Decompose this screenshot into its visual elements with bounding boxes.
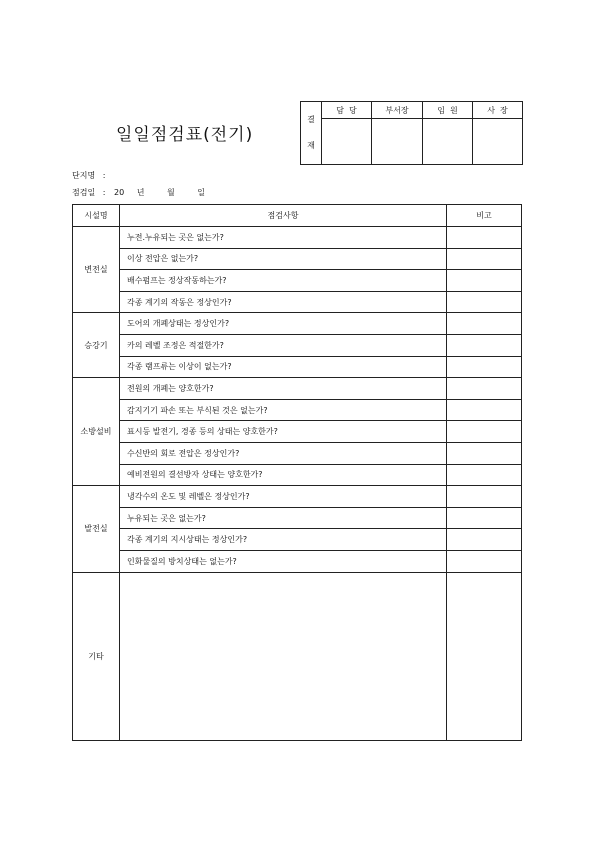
- check-item: 배수펌프는 정상작동하는가?: [120, 270, 447, 292]
- remarks-cell[interactable]: [447, 399, 522, 421]
- check-item: 각종 램프류는 이상이 없는가?: [120, 356, 447, 378]
- approval-box: [300, 101, 523, 165]
- table-row: [73, 313, 522, 335]
- table-row: [73, 378, 522, 400]
- approval-header-staff: 담 당: [322, 102, 372, 119]
- check-item: 도어의 개폐상태는 정상인가?: [120, 313, 447, 335]
- inspection-table: [72, 204, 522, 741]
- check-item: 각종 계기의 작동은 정상인가?: [120, 291, 447, 313]
- header-items: 점검사항: [120, 205, 447, 227]
- remarks-cell[interactable]: [447, 356, 522, 378]
- table-row: [73, 529, 522, 551]
- inspection-date-line: [72, 187, 205, 198]
- remarks-cell[interactable]: [447, 270, 522, 292]
- approval-header-executive: 임 원: [423, 102, 473, 119]
- approval-sign-staff[interactable]: [322, 119, 372, 165]
- remarks-cell[interactable]: [447, 464, 522, 486]
- other-label: 기타: [73, 572, 120, 740]
- check-item: 예비전원의 결선방자 상태는 양호한가?: [120, 464, 447, 486]
- check-item: 냉각수의 온도 및 레벨은 정상인가?: [120, 486, 447, 508]
- inspection-date-day-unit: 일: [197, 188, 206, 197]
- inspection-date-separator: :: [102, 188, 106, 197]
- remarks-cell[interactable]: [447, 550, 522, 572]
- remarks-cell[interactable]: [447, 334, 522, 356]
- table-row: [73, 248, 522, 270]
- remarks-cell[interactable]: [447, 313, 522, 335]
- approval-label-top: 결: [307, 115, 315, 124]
- complex-name-separator: :: [102, 171, 106, 180]
- check-item: 누유되는 곳은 없는가?: [120, 507, 447, 529]
- check-item: 인화물질의 방치상태는 없는가?: [120, 550, 447, 572]
- approval-label-bottom: 재: [307, 141, 315, 150]
- table-row: [73, 399, 522, 421]
- inspection-date-year-unit: 년: [136, 188, 145, 197]
- check-item: 이상 전압은 없는가?: [120, 248, 447, 270]
- header-facility: 시설명: [73, 205, 120, 227]
- table-row: [73, 486, 522, 508]
- table-row: [73, 291, 522, 313]
- complex-name-line: [72, 170, 105, 181]
- table-row: [73, 421, 522, 443]
- facility-name: 발전실: [73, 486, 120, 572]
- header-remarks: 비고: [447, 205, 522, 227]
- approval-sign-executive[interactable]: [423, 119, 473, 165]
- facility-name: 소방설비: [73, 378, 120, 486]
- remarks-cell[interactable]: [447, 529, 522, 551]
- remarks-cell[interactable]: [447, 227, 522, 249]
- table-row: [73, 550, 522, 572]
- remarks-cell[interactable]: [447, 291, 522, 313]
- check-item: 감지기기 파손 또는 부식된 것은 없는가?: [120, 399, 447, 421]
- check-item: 수신반의 회로 전압은 정상인가?: [120, 442, 447, 464]
- check-item: 전원의 개폐는 양호한가?: [120, 378, 447, 400]
- table-row: [73, 227, 522, 249]
- table-row: [73, 442, 522, 464]
- table-row: [73, 507, 522, 529]
- table-header-row: [73, 205, 522, 227]
- remarks-cell[interactable]: [447, 442, 522, 464]
- other-remarks-cell[interactable]: [447, 572, 522, 740]
- inspection-date-year-prefix: 20: [113, 188, 125, 197]
- check-item: 누전.누유되는 곳은 없는가?: [120, 227, 447, 249]
- remarks-cell[interactable]: [447, 507, 522, 529]
- facility-name: 변전실: [73, 227, 120, 313]
- page-title: 일일점검표(전기): [116, 125, 254, 145]
- approval-header-president: 사 장: [473, 102, 523, 119]
- approval-label: [301, 102, 322, 165]
- table-row: [73, 270, 522, 292]
- complex-name-label: 단지명: [72, 171, 96, 180]
- check-item: 각종 계기의 지시상태는 정상인가?: [120, 529, 447, 551]
- table-row: [73, 356, 522, 378]
- other-row: [73, 572, 522, 740]
- table-row: [73, 334, 522, 356]
- table-row: [73, 464, 522, 486]
- check-item: 카의 레벨 조정은 적절한가?: [120, 334, 447, 356]
- inspection-date-month-unit: 월: [167, 188, 175, 197]
- check-item: 표시등 발전기, 경종 등의 상태는 양호한가?: [120, 421, 447, 443]
- inspection-date-label: 점검일: [72, 188, 96, 197]
- remarks-cell[interactable]: [447, 486, 522, 508]
- other-notes-cell[interactable]: [120, 572, 447, 740]
- approval-sign-president[interactable]: [473, 119, 523, 165]
- facility-name: 승강기: [73, 313, 120, 378]
- remarks-cell[interactable]: [447, 378, 522, 400]
- approval-sign-dept-head[interactable]: [372, 119, 423, 165]
- remarks-cell[interactable]: [447, 248, 522, 270]
- remarks-cell[interactable]: [447, 421, 522, 443]
- approval-header-dept-head: 부서장: [372, 102, 423, 119]
